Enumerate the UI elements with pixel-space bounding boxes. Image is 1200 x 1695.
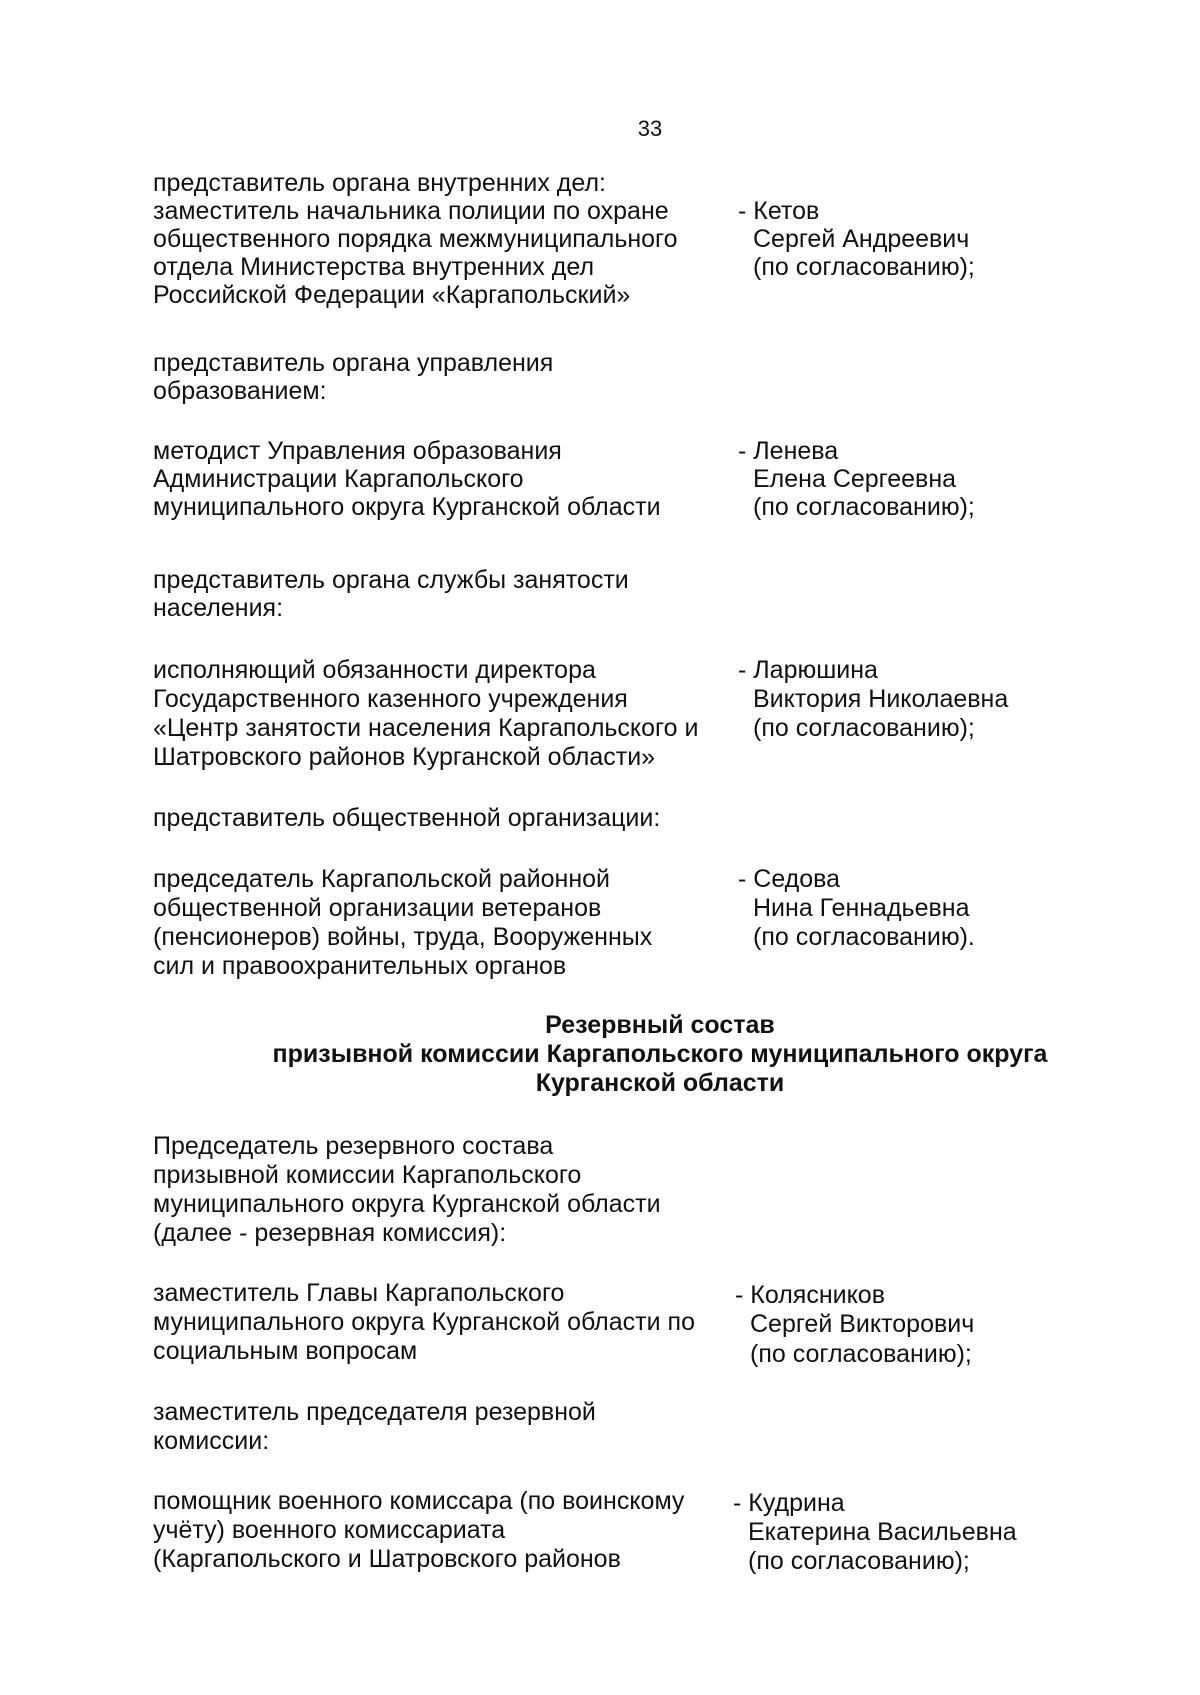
deputy-label-line: заместитель председателя резервной — [153, 1398, 596, 1426]
chair-position-line: социальным вопросам — [153, 1337, 418, 1365]
employment-person-name: - Ларюшина — [738, 656, 878, 684]
chair-label-line: (далее - резервная комиссия): — [153, 1219, 507, 1247]
reserve-heading-line: призывной комиссии Каргапольского муниципального округа — [272, 1040, 1048, 1068]
deputy-position-line: помощник военного комиссара (по воинскому — [153, 1487, 685, 1515]
chair-label-line: муниципального округа Курганской области — [153, 1190, 661, 1218]
police-person-note: (по согласованию); — [753, 253, 975, 281]
education-person-note: (по согласованию); — [753, 493, 975, 521]
deputy-person-name: - Кудрина — [733, 1489, 845, 1517]
chair-person-note: (по согласованию); — [750, 1340, 972, 1368]
deputy-label-line: комиссии: — [153, 1427, 270, 1455]
police-position-line: отдела Министерства внутренних дел — [153, 253, 595, 281]
chair-position-line: заместитель Главы Каргапольского — [153, 1279, 565, 1307]
public-org-position-line: (пенсионеров) войны, труда, Вооруженных — [153, 923, 653, 951]
public-org-position-line: общественной организации ветеранов — [153, 894, 602, 922]
public-org-group-label: представитель общественной организации: — [153, 804, 661, 832]
education-position-line: методист Управления образования — [153, 437, 562, 465]
employment-group-label: населения: — [153, 594, 284, 622]
education-person-name: Елена Сергеевна — [753, 465, 957, 493]
public-org-position-line: председатель Каргапольской районной — [153, 865, 611, 893]
chair-label-line: призывной комиссии Каргапольского — [153, 1161, 582, 1189]
reserve-heading-line: Курганской области — [535, 1069, 785, 1097]
employment-position-line: исполняющий обязанности директора — [153, 656, 596, 684]
education-position-line: Администрации Каргапольского — [153, 465, 524, 493]
education-position-line: муниципального округа Курганской области — [153, 493, 661, 521]
public-org-person-note: (по согласованию). — [753, 923, 975, 951]
deputy-position-line: учёту) военного комиссариата — [153, 1516, 506, 1544]
employment-person-name: Виктория Николаевна — [753, 685, 1009, 713]
police-position-line: Российской Федерации «Каргапольский» — [153, 281, 631, 309]
police-person-name: - Кетов — [738, 197, 820, 225]
police-position-line: заместитель начальника полиции по охране — [153, 197, 669, 225]
public-org-person-name: Нина Геннадьевна — [753, 894, 970, 922]
deputy-person-name: Екатерина Васильевна — [748, 1518, 1017, 1546]
police-person-name: Сергей Андреевич — [753, 225, 970, 253]
police-group-label: представитель органа внутренних дел: — [153, 169, 607, 197]
deputy-person-note: (по согласованию); — [748, 1547, 970, 1575]
employment-group-label: представитель органа службы занятости — [153, 566, 629, 594]
public-org-position-line: сил и правоохранительных органов — [153, 952, 567, 980]
chair-person-name: - Колясников — [735, 1281, 885, 1309]
education-group-label: представитель органа управления — [153, 349, 554, 377]
education-group-label: образованием: — [153, 377, 327, 405]
deputy-position-line: (Каргапольского и Шатровского районов — [153, 1545, 621, 1573]
employment-position-line: «Центр занятости населения Каргапольского и — [153, 714, 699, 742]
education-person-name: - Ленева — [738, 437, 839, 465]
chair-position-line: муниципального округа Курганской области по — [153, 1308, 695, 1336]
employment-position-line: Государственного казенного учреждения — [153, 685, 628, 713]
police-position-line: общественного порядка межмуниципального — [153, 225, 678, 253]
chair-person-name: Сергей Викторович — [750, 1310, 975, 1338]
employment-person-note: (по согласованию); — [753, 714, 975, 742]
page-number: 33 — [637, 116, 663, 141]
public-org-person-name: - Седова — [738, 865, 841, 893]
reserve-heading-line: Резервный состав — [545, 1011, 775, 1039]
employment-position-line: Шатровского районов Курганской области» — [153, 743, 656, 771]
chair-label-line: Председатель резервного состава — [153, 1132, 554, 1160]
